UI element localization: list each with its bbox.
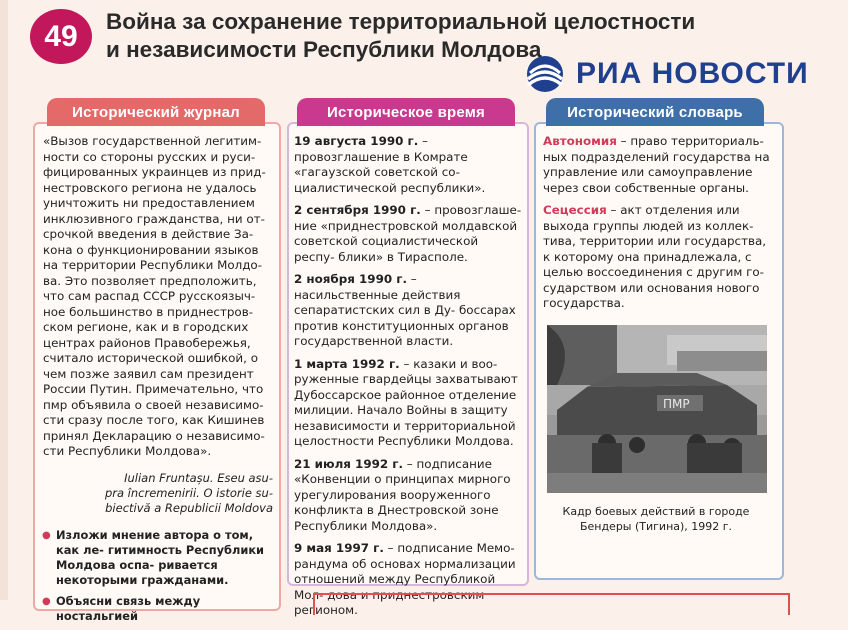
journal-line: считало исторической ошибкой, о	[43, 351, 258, 365]
timeline-entry	[294, 272, 522, 350]
timeline-text: – провозглашение в Комрате «гагаузской советской со- циалистической республики».	[294, 134, 486, 195]
title-line-2: и независимости Республики Молдова	[106, 36, 542, 62]
tab-historical-time: Историческое время	[297, 98, 515, 126]
timeline-date: 21 июля 1992 г.	[294, 456, 404, 471]
vehicle-marking: ПМР	[663, 397, 690, 411]
journal-line: ное большинство в приднестров-	[43, 304, 254, 319]
timeline-date: 19 августа 1990 г.	[294, 134, 419, 148]
timeline-text: – казаки и воо- руженные гвардейцы захватывают Дубоссарское районное отделение милиции. Начало Войны в защиту независимости и территориальной целостности Республики Молдова.	[294, 356, 518, 448]
timeline-entry	[294, 357, 522, 450]
tab-historical-journal: Исторический журнал	[47, 98, 265, 126]
journal-tasks	[42, 528, 278, 630]
journal-line: России Путин. Примечательно, что	[43, 382, 264, 396]
journal-author-line: pra încremenirii. O istorie su-	[104, 486, 273, 500]
journal-line: сти Республики Молдова».	[43, 444, 212, 458]
journal-line: пмр объявила о своей независимо-	[43, 397, 264, 412]
timeline-entry	[294, 457, 522, 535]
journal-line: инклюзивного гражданства, ни от-	[43, 211, 265, 226]
journal-line: уничтожить ни предоставлением	[43, 196, 255, 210]
timeline-entry	[294, 203, 522, 265]
dictionary-definition: – право территориаль- ных подразделений государства на управление или самоуправление через свои собственные органы.	[543, 134, 770, 195]
journal-line: что сам распад СССР русскоязыч-	[43, 289, 256, 303]
dictionary-definition: – акт отделения или выхода группы людей из коллек- тива, территории или государства, к которому она принадлежала, с целью воссоединения с другим го- сударством или основания нового государства.	[543, 203, 767, 310]
section-number-badge: 49	[30, 9, 92, 64]
dictionary-entry	[543, 203, 773, 312]
journal-line: фицированных украинцев из прид-	[43, 165, 266, 179]
tab-historical-dictionary: Исторический словарь	[546, 98, 764, 126]
dictionary-term: Сецессия	[543, 203, 607, 217]
journal-line: сти сразу после того, как Кишинев	[43, 413, 265, 427]
timeline-date: 2 сентября 1990 г.	[294, 203, 421, 217]
timeline-date: 1 марта 1992 г.	[294, 356, 400, 371]
ria-logo-icon	[522, 55, 568, 93]
timeline-text: – провозглаше- ние «приднестровской молдавской советской социалистической респу- блики» в Тирасполе.	[294, 203, 522, 264]
journal-line: ва. Это позволяет предположить,	[43, 273, 257, 288]
title-line-1: Война за сохранение территориальной целостности	[106, 9, 696, 34]
dictionary-entry	[543, 134, 773, 196]
photo-caption: Кадр боевых действий в городе Бендеры (Тигина), 1992 г.	[562, 505, 750, 533]
journal-line: на территории Республики Молдо-	[43, 258, 262, 272]
journal-author-line: Iulian Fruntașu. Eseu asu-	[124, 471, 273, 485]
dictionary-term: Автономия	[543, 134, 617, 148]
timeline-text: – подписание «Конвенции о принципах мирного урегулирования вооруженного конфликта в Днестровской зоне Республики Молдова».	[294, 456, 511, 533]
journal-author	[60, 471, 273, 516]
timeline-text: – насильственные действия сепаратистских сил в Ду- боссарах против конституционных органов государственной власти.	[294, 272, 516, 348]
journal-line: «Вызов государственной легитим-	[43, 134, 262, 148]
journal-line: принял Декларацию о независимо-	[43, 428, 265, 443]
armored-vehicle-photo-icon	[547, 325, 767, 493]
page-edge	[0, 0, 8, 600]
next-section-frame	[313, 593, 790, 615]
journal-line: центрах районов Правобережья,	[43, 335, 251, 350]
dictionary-terms	[543, 134, 773, 319]
journal-line: нестровского региона не удалось	[43, 180, 257, 195]
journal-line: ском регионе, как и в городских	[43, 320, 249, 334]
timeline-date: 2 ноября 1990 г.	[294, 272, 407, 286]
journal-line: чем позже заявил сам президент	[43, 366, 254, 381]
timeline-date: 9 мая 1997 г.	[294, 541, 384, 555]
timeline-entry	[294, 134, 522, 196]
battle-photo	[547, 325, 767, 493]
journal-line: срочкой введения в действие За-	[43, 227, 254, 241]
journal-line: кона о функционировании языков	[43, 242, 259, 257]
task-item: ● Объясни связь между ностальгией	[42, 594, 278, 624]
watermark-text: РИА НОВОСТИ	[576, 57, 809, 90]
task-item: ● Изложи мнение автора о том, как ле- гитимность Республики Молдова оспа- ривается некоторыми гражданами.	[42, 528, 278, 588]
timeline-entries	[294, 134, 522, 626]
watermark-logo	[522, 55, 809, 93]
timeline-text: – подписание Мемо- рандума об основах нормализации отношений между Республикой Мол- дова и приднестровским регионом.	[294, 541, 516, 617]
journal-author-line: biectivă a Republicii Moldova	[105, 501, 273, 515]
journal-quote	[43, 134, 275, 460]
journal-line: ности со стороны русских и руси-	[43, 149, 256, 164]
